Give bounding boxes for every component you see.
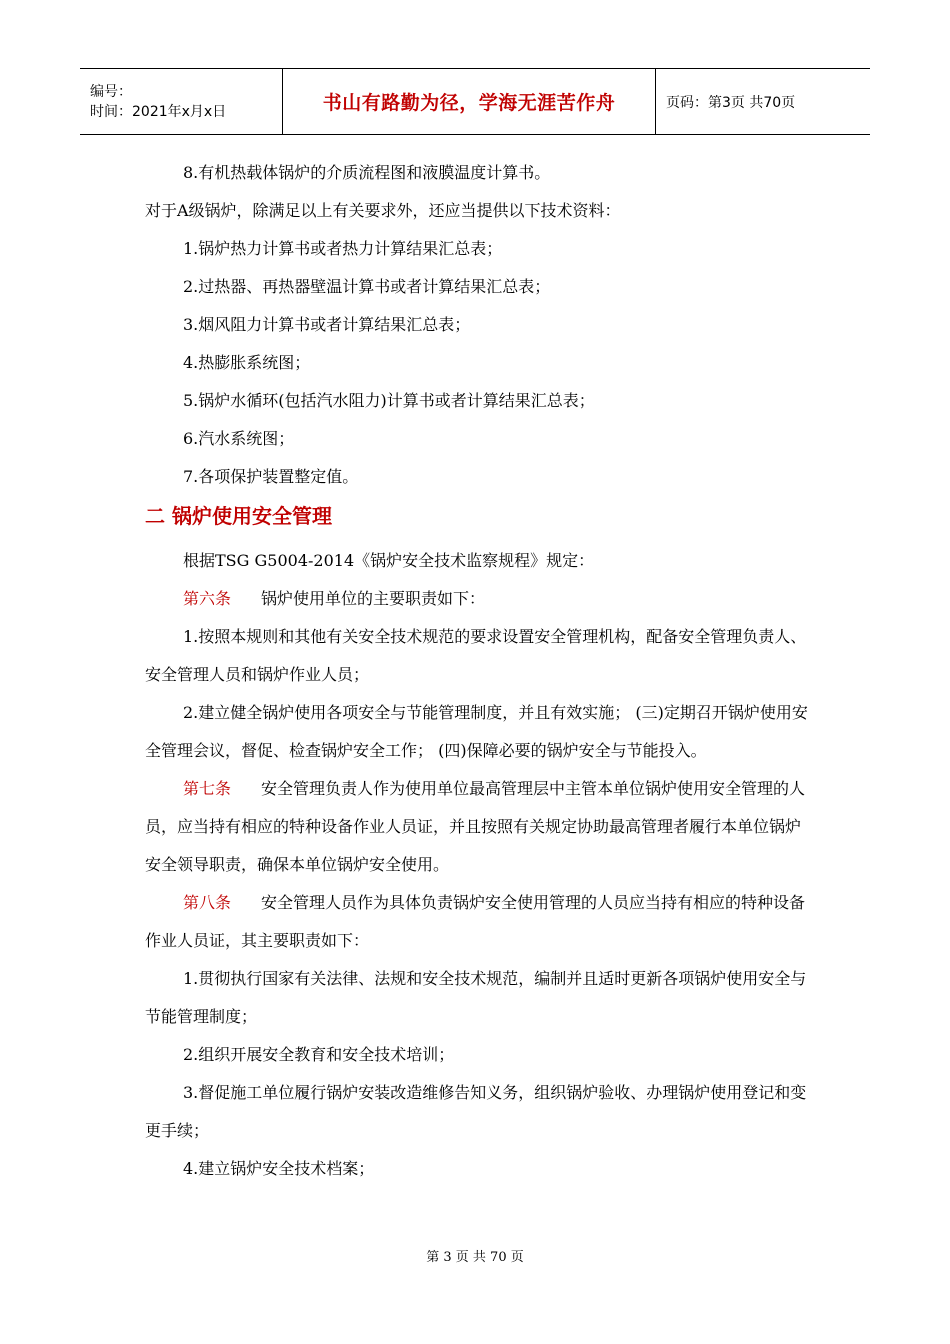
paragraph: 对于A级锅炉，除满足以上有关要求外，还应当提供以下技术资料： bbox=[145, 201, 621, 220]
paragraph: 根据TSG G5004-2014《锅炉安全技术监察规程》规定： bbox=[183, 551, 595, 570]
list-item: 1.贯彻执行国家有关法律、法规和安全技术规范，编制并且适时更新各项锅炉使用安全与节能管理制度； bbox=[145, 969, 807, 1026]
list-item: 3.烟风阻力计算书或者计算结果汇总表； bbox=[183, 315, 471, 334]
list-item: 3.督促施工单位履行锅炉安装改造维修告知义务，组织锅炉验收、办理锅炉使用登记和变更手续； bbox=[145, 1083, 807, 1140]
list-item: 4.建立锅炉安全技术档案； bbox=[183, 1159, 375, 1178]
footer-page-number: 第 3 页 共 70 页 bbox=[426, 1250, 524, 1265]
header-meta bbox=[80, 69, 282, 134]
page-info-text: 页码：第3页 共70页 bbox=[666, 94, 796, 111]
article-label: 第六条 bbox=[183, 589, 232, 608]
page-footer bbox=[0, 1246, 950, 1265]
section-heading: 二 锅炉使用安全管理 bbox=[145, 504, 332, 528]
list-item: 2.建立健全锅炉使用各项安全与节能管理制度，并且有效实施； (三)定期召开锅炉使用安全管理会议，督促、检查锅炉安全工作； (四)保障必要的锅炉安全与节能投入。 bbox=[145, 703, 808, 760]
article-label: 第七条 bbox=[183, 779, 232, 798]
paragraph: 8.有机热载体锅炉的介质流程图和液膜温度计算书。 bbox=[183, 163, 551, 182]
article-label: 第八条 bbox=[183, 893, 232, 912]
document-number-label: 编号： bbox=[90, 83, 132, 100]
list-item: 7.各项保护装置整定值。 bbox=[183, 467, 359, 486]
list-item: 6.汽水系统图； bbox=[183, 429, 295, 448]
document-time-label: 时间：2021年x月x日 bbox=[90, 103, 227, 120]
list-item: 5.锅炉水循环(包括汽水阻力)计算书或者计算结果汇总表； bbox=[183, 391, 595, 410]
header-motto bbox=[282, 69, 656, 134]
list-item: 1.按照本规则和其他有关安全技术规范的要求设置安全管理机构，配备安全管理负责人、安全管理人员和锅炉作业人员； bbox=[145, 627, 807, 684]
list-item: 1.锅炉热力计算书或者热力计算结果汇总表； bbox=[183, 239, 503, 258]
article-text: 锅炉使用单位的主要职责如下： bbox=[261, 589, 486, 608]
list-item: 4.热膨胀系统图； bbox=[183, 353, 311, 372]
list-item: 2.组织开展安全教育和安全技术培训； bbox=[183, 1045, 455, 1064]
article-text: 安全管理负责人作为使用单位最高管理层中主管本单位锅炉使用安全管理的人员，应当持有相应的特种设备作业人员证，并且按照有关规定协助最高管理者履行本单位锅炉安全领导职责，确保本单位锅炉安全使用。 bbox=[145, 779, 806, 874]
header-page-info bbox=[656, 69, 870, 134]
list-item: 2.过热器、再热器壁温计算书或者计算结果汇总表； bbox=[183, 277, 551, 296]
page-header bbox=[80, 68, 870, 135]
motto-text: 书山有路勤为径，学海无涯苦作舟 bbox=[322, 92, 616, 114]
article-6 bbox=[145, 580, 810, 618]
article-8 bbox=[145, 884, 810, 960]
article-7 bbox=[145, 770, 810, 884]
article-text: 安全管理人员作为具体负责锅炉安全使用管理的人员应当持有相应的特种设备作业人员证，其主要职责如下： bbox=[145, 893, 806, 950]
document-body bbox=[145, 154, 810, 1188]
